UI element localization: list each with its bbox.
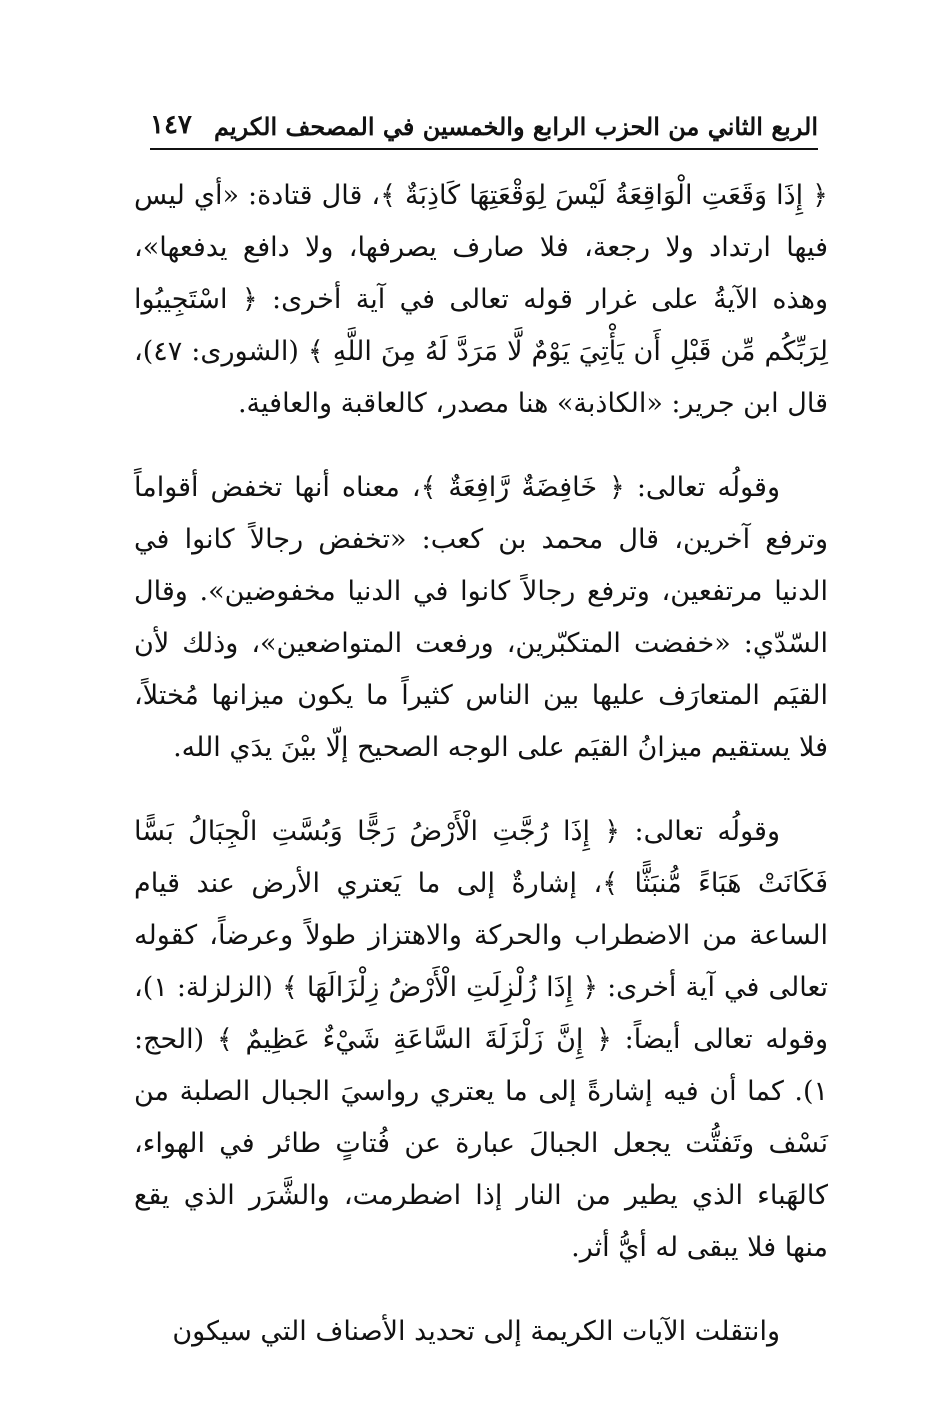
header-title: الربع الثاني من الحزب الرابع والخمسين في المصحف الكريم [214,112,818,141]
running-header [150,104,818,150]
paragraph-2: وقولُه تعالى: ﴿ خَافِضَةٌ رَّافِعَةٌ ﴾، معناه أنها تخفض أقواماً وترفع آخرين، قال محمد بن كعب: «تخفض رجالاً كانوا في الدنيا مرتفعين، وترفع رجالاً كانوا في الدنيا مخفوضين». وقال السّدّي: «خفضت المتكبّرين، ورفعت المتواضعين»، وذلك لأن القيَم المتعارَف عليها بين الناس كثيراً ما يكون ميزانها مُختلاً، فلا يستقيم ميزانُ القيَم على الوجه الصحيح إلّا بيْنَ يدَي الله. [134,472,828,763]
body-text [134,170,828,1358]
page-number: ١٤٧ [150,110,192,140]
paragraph-4: وانتقلت الآيات الكريمة إلى تحديد الأصناف التي سيكون [172,1316,780,1347]
paragraph-1: ﴿ إِذَا وَقَعَتِ الْوَاقِعَةُ لَيْسَ لِوَقْعَتِهَا كَاذِبَةٌ ﴾، قال قتادة: «أي ليس فيها ارتداد ولا رجعة، فلا صارف يصرفها، ولا دافع يدفعها»، وهذه الآيةُ على غرار قوله تعالى في آية أخرى: ﴿ اسْتَجِيبُوا لِرَبِّكُم مِّن قَبْلِ أَن يَأْتِيَ يَوْمٌ لَّا مَرَدَّ لَهُ مِنَ اللَّهِ ﴾ (الشورى: ٤٧)، قال ابن جرير: «الكاذبة» هنا مصدر، كالعاقبة والعافية. [134,180,829,419]
paragraph-3: وقولُه تعالى: ﴿ إِذَا رُجَّتِ الْأَرْضُ رَجًّا وَبُسَّتِ الْجِبَالُ بَسًّا فَكَانَتْ هَبَاءً مُّنبَثًّا ﴾، إشارةٌ إلى ما يَعتري الأرض عند قيام الساعة من الاضطراب والحركة والاهتزاز طولاً وعرضاً، كقوله تعالى في آية أخرى: ﴿ إِذَا زُلْزِلَتِ الْأَرْضُ زِلْزَالَهَا ﴾ (الزلزلة: ١)، وقوله تعالى أيضاً: ﴿ إِنَّ زَلْزَلَةَ السَّاعَةِ شَيْءٌ عَظِيمٌ ﴾ (الحج: ١). كما أن فيه إشارةً إلى ما يعتري رواسيَ الجبال الصلبة من نَسْف وتَفتُّت يجعل الجبالَ عبارة عن فُتاتٍ طائر في الهواء، كالهَباء الذي يطير من النار إذا اضطرمت، والشَّرَر الذي يقع منها فلا يبقى له أيُّ أثر. [134,816,828,1263]
header-rule [150,148,818,150]
